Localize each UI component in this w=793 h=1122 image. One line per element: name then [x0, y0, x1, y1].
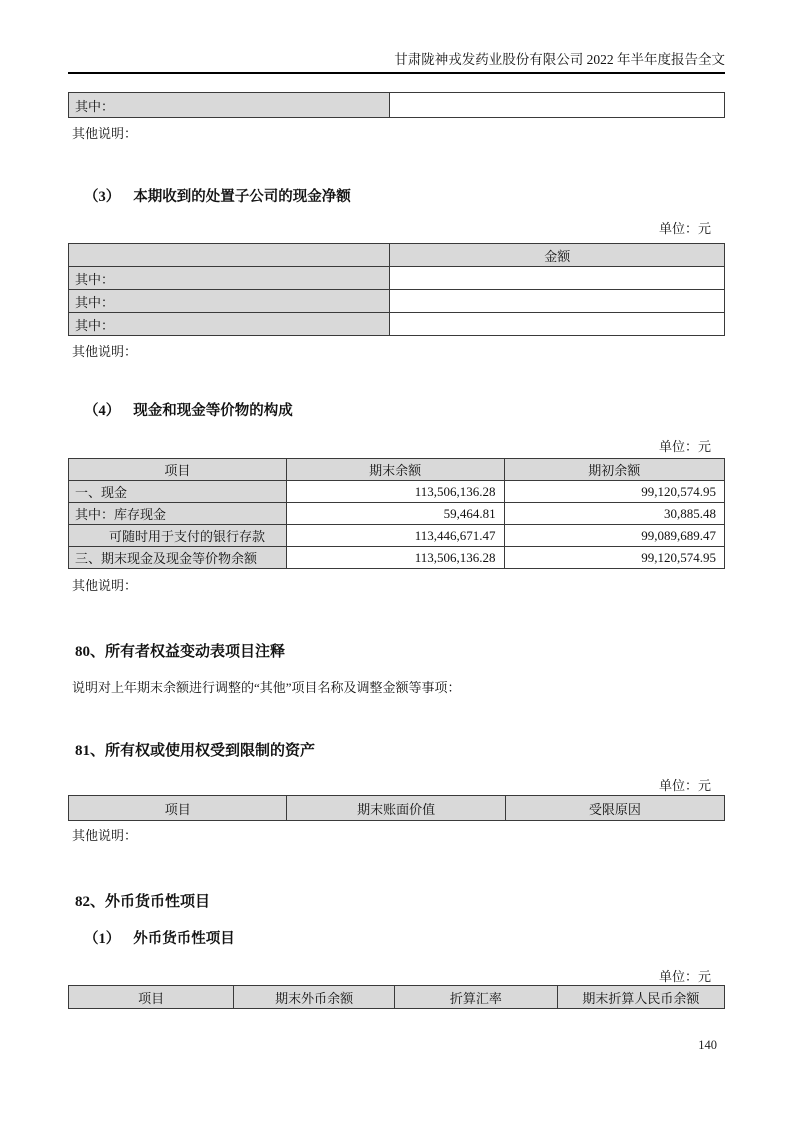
row-ending-balance: 113,506,136.28 [286, 481, 504, 503]
carryover-row-value [390, 93, 725, 118]
empty-header-cell [69, 244, 390, 267]
table-row [69, 547, 725, 569]
table-header-row [69, 986, 725, 1009]
section-title: 现金和现金等价物的构成 [133, 403, 293, 419]
table-row [69, 267, 725, 290]
header-rule [68, 72, 725, 74]
column-header-item: 项目 [69, 986, 234, 1009]
unit-label: 单位：元 [658, 221, 711, 236]
cash-net-table [68, 243, 725, 336]
other-notes-label: 其他说明： [72, 344, 138, 359]
other-notes-label: 其他说明： [72, 828, 138, 843]
column-header-ending-book-value: 期末账面价值 [287, 796, 505, 821]
row-ending-balance: 59,464.81 [286, 503, 504, 525]
table-row [69, 525, 725, 547]
table-header-row [69, 796, 725, 821]
row-item: 可随时用于支付的银行存款 [69, 525, 287, 547]
section-heading-82: 82、外币货币性项目 [75, 894, 211, 910]
foreign-currency-table [68, 985, 725, 1009]
unit-label: 单位：元 [658, 969, 711, 984]
unit-label: 单位：元 [658, 439, 711, 454]
page-number: 140 [698, 1038, 717, 1052]
row-beginning-balance: 99,120,574.95 [504, 547, 724, 569]
cash-composition-table [68, 458, 725, 569]
table-header-row [69, 244, 725, 267]
carryover-table [68, 92, 725, 118]
table-row [69, 93, 725, 118]
row-label: 其中： [69, 290, 390, 313]
table-row [69, 313, 725, 336]
section-heading-cash-net [68, 189, 725, 206]
row-value [390, 290, 725, 313]
table-row [69, 481, 725, 503]
row-beginning-balance: 99,089,689.47 [504, 525, 724, 547]
section-number: （3） [84, 189, 121, 205]
section-heading-81: 81、所有权或使用权受到限制的资产 [75, 743, 316, 759]
table-header-row [69, 459, 725, 481]
row-label: 其中： [69, 267, 390, 290]
row-item: 三、期末现金及现金等价物余额 [69, 547, 287, 569]
table-row [69, 503, 725, 525]
section-title: 本期收到的处置子公司的现金净额 [133, 189, 351, 205]
row-ending-balance: 113,446,671.47 [286, 525, 504, 547]
section-heading-80: 80、所有者权益变动表项目注释 [75, 644, 286, 660]
report-header-title: 甘肃陇神戎发药业股份有限公司 2022 年半年度报告全文 [394, 52, 725, 67]
column-header-restriction-reason: 受限原因 [505, 796, 724, 821]
row-value [390, 313, 725, 336]
other-notes-label: 其他说明： [72, 578, 138, 593]
section-heading-82-1 [68, 931, 725, 948]
amount-column-header: 金额 [390, 244, 725, 267]
carryover-row-label: 其中： [69, 93, 390, 118]
section-number: （4） [84, 403, 121, 419]
column-header-converted-rmb-balance: 期末折算人民币余额 [557, 986, 724, 1009]
column-header-exchange-rate: 折算汇率 [395, 986, 558, 1009]
section-80-note: 说明对上年期末余额进行调整的“其他”项目名称及调整金额等事项： [72, 680, 461, 695]
column-header-ending-fc-balance: 期末外币余额 [234, 986, 395, 1009]
column-header-item: 项目 [69, 459, 287, 481]
row-ending-balance: 113,506,136.28 [286, 547, 504, 569]
row-beginning-balance: 99,120,574.95 [504, 481, 724, 503]
column-header-beginning-balance: 期初余额 [504, 459, 724, 481]
other-notes-label: 其他说明： [72, 126, 138, 141]
row-value [390, 267, 725, 290]
row-label: 其中： [69, 313, 390, 336]
row-beginning-balance: 30,885.48 [504, 503, 724, 525]
section-heading-cash-equivalents [68, 403, 725, 420]
section-number: （1） [84, 931, 121, 947]
unit-label: 单位：元 [658, 778, 711, 793]
row-item: 一、现金 [69, 481, 287, 503]
column-header-ending-balance: 期末余额 [286, 459, 504, 481]
row-item: 其中：库存现金 [69, 503, 287, 525]
table-row [69, 290, 725, 313]
section-title: 外币货币性项目 [133, 931, 235, 947]
column-header-item: 项目 [69, 796, 287, 821]
restricted-assets-table [68, 795, 725, 821]
